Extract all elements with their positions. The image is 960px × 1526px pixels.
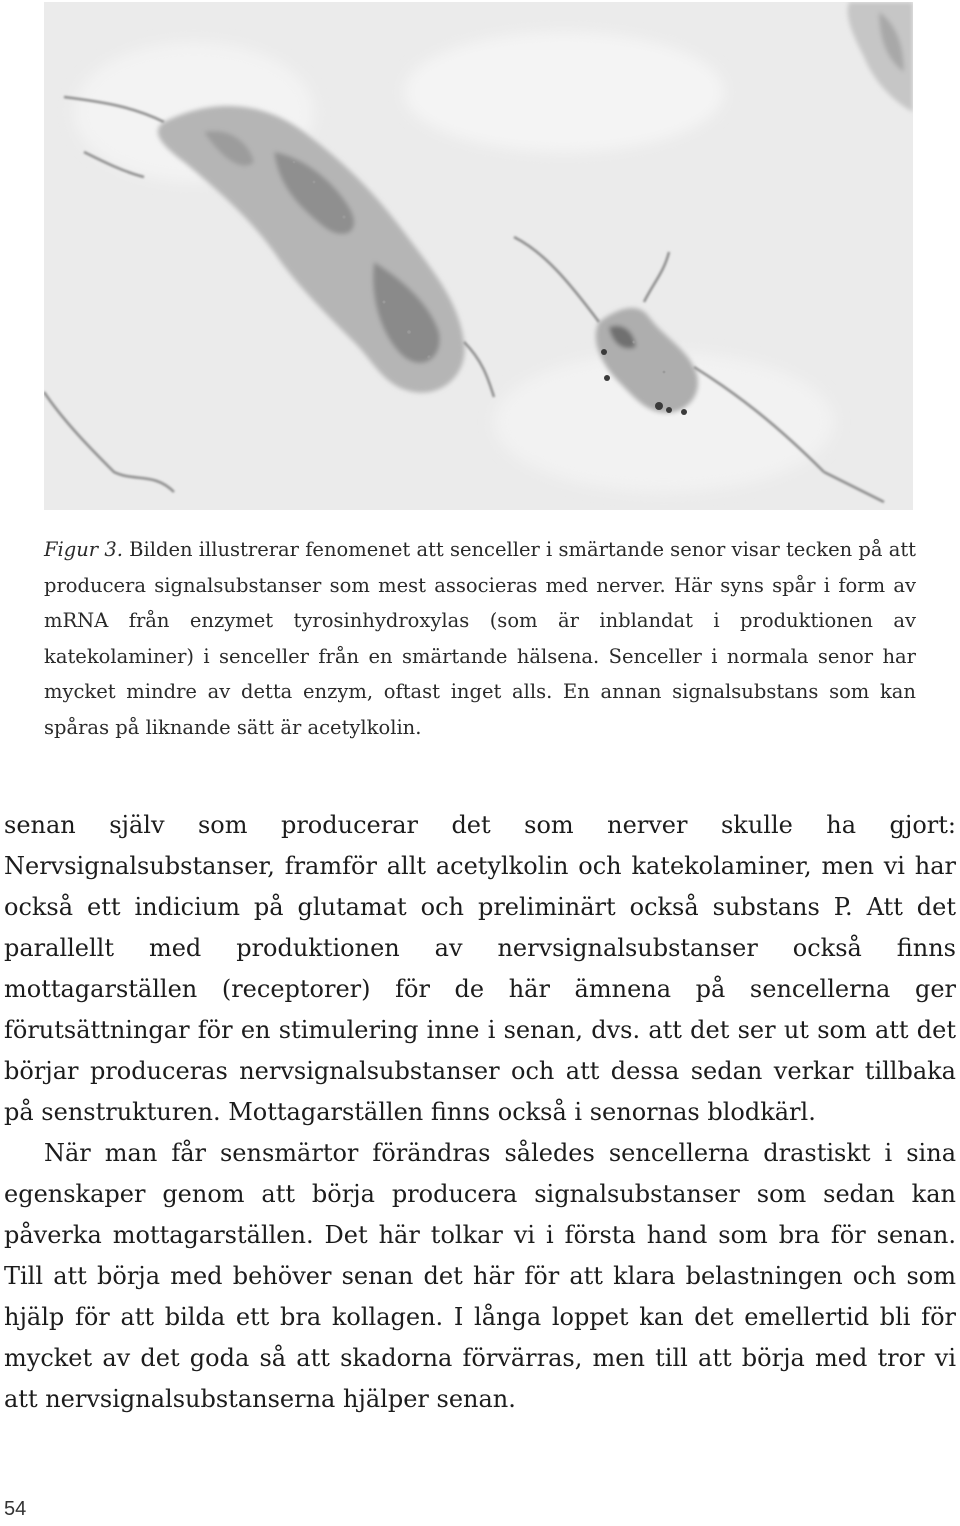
- page-number: 54: [4, 1498, 27, 1520]
- figure-label: Figur 3.: [44, 538, 123, 561]
- micrograph-figure: [44, 2, 913, 510]
- figure-caption-text: Bilden illustrerar fenomenet att senceller i smärtande senor visar tecken på att producera signalsubstanser som mest associeras med nerver. Här syns spår i form av mRNA från enzymet tyrosinhydroxylas (som är inblandat i produktionen av katekolaminer) i senceller från en smärtande hälsena. Senceller i normala senor har mycket mindre av detta enzym, oftast inget alls. En annan signalsubstans som kan spåras på liknande sätt är acetylkolin.: [44, 538, 917, 739]
- figure-caption: [44, 532, 916, 745]
- body-paragraph-2: När man får sensmärtor förändras således sencellerna drastiskt i sina egenskaper genom att börja producera signalsubstanser som sedan kan påverka mottagarställen. Det här tolkar vi i första hand som bra för senan. Till att börja med behöver senan det här för att klara belastningen och som hjälp för att bilda ett bra kollagen. I långa loppet kan det emellertid bli för mycket av det goda så att skadorna förvärras, men till att börja med tror vi att nervsignalsubstanserna hjälper senan.: [4, 1139, 956, 1413]
- micrograph-image: [44, 2, 913, 510]
- body-paragraph-1: senan själv som producerar det som nerver skulle ha gjort: Nervsignalsubstanser, framför allt acetylkolin och katekolaminer, men vi har också ett indicium på glutamat och preliminärt också substans P. Att det parallellt med produktionen av nervsignalsubstanser också finns mottagarställen (receptorer) för de här ämnena på sencellerna ger förutsättningar för en stimulering inne i senan, dvs. att det ser ut som att det börjar produceras nervsignalsubstanser och att dessa sedan verkar tillbaka på senstrukturen. Mottagarställen finns också i senornas blodkärl.: [4, 811, 956, 1126]
- body-text: [4, 805, 956, 1420]
